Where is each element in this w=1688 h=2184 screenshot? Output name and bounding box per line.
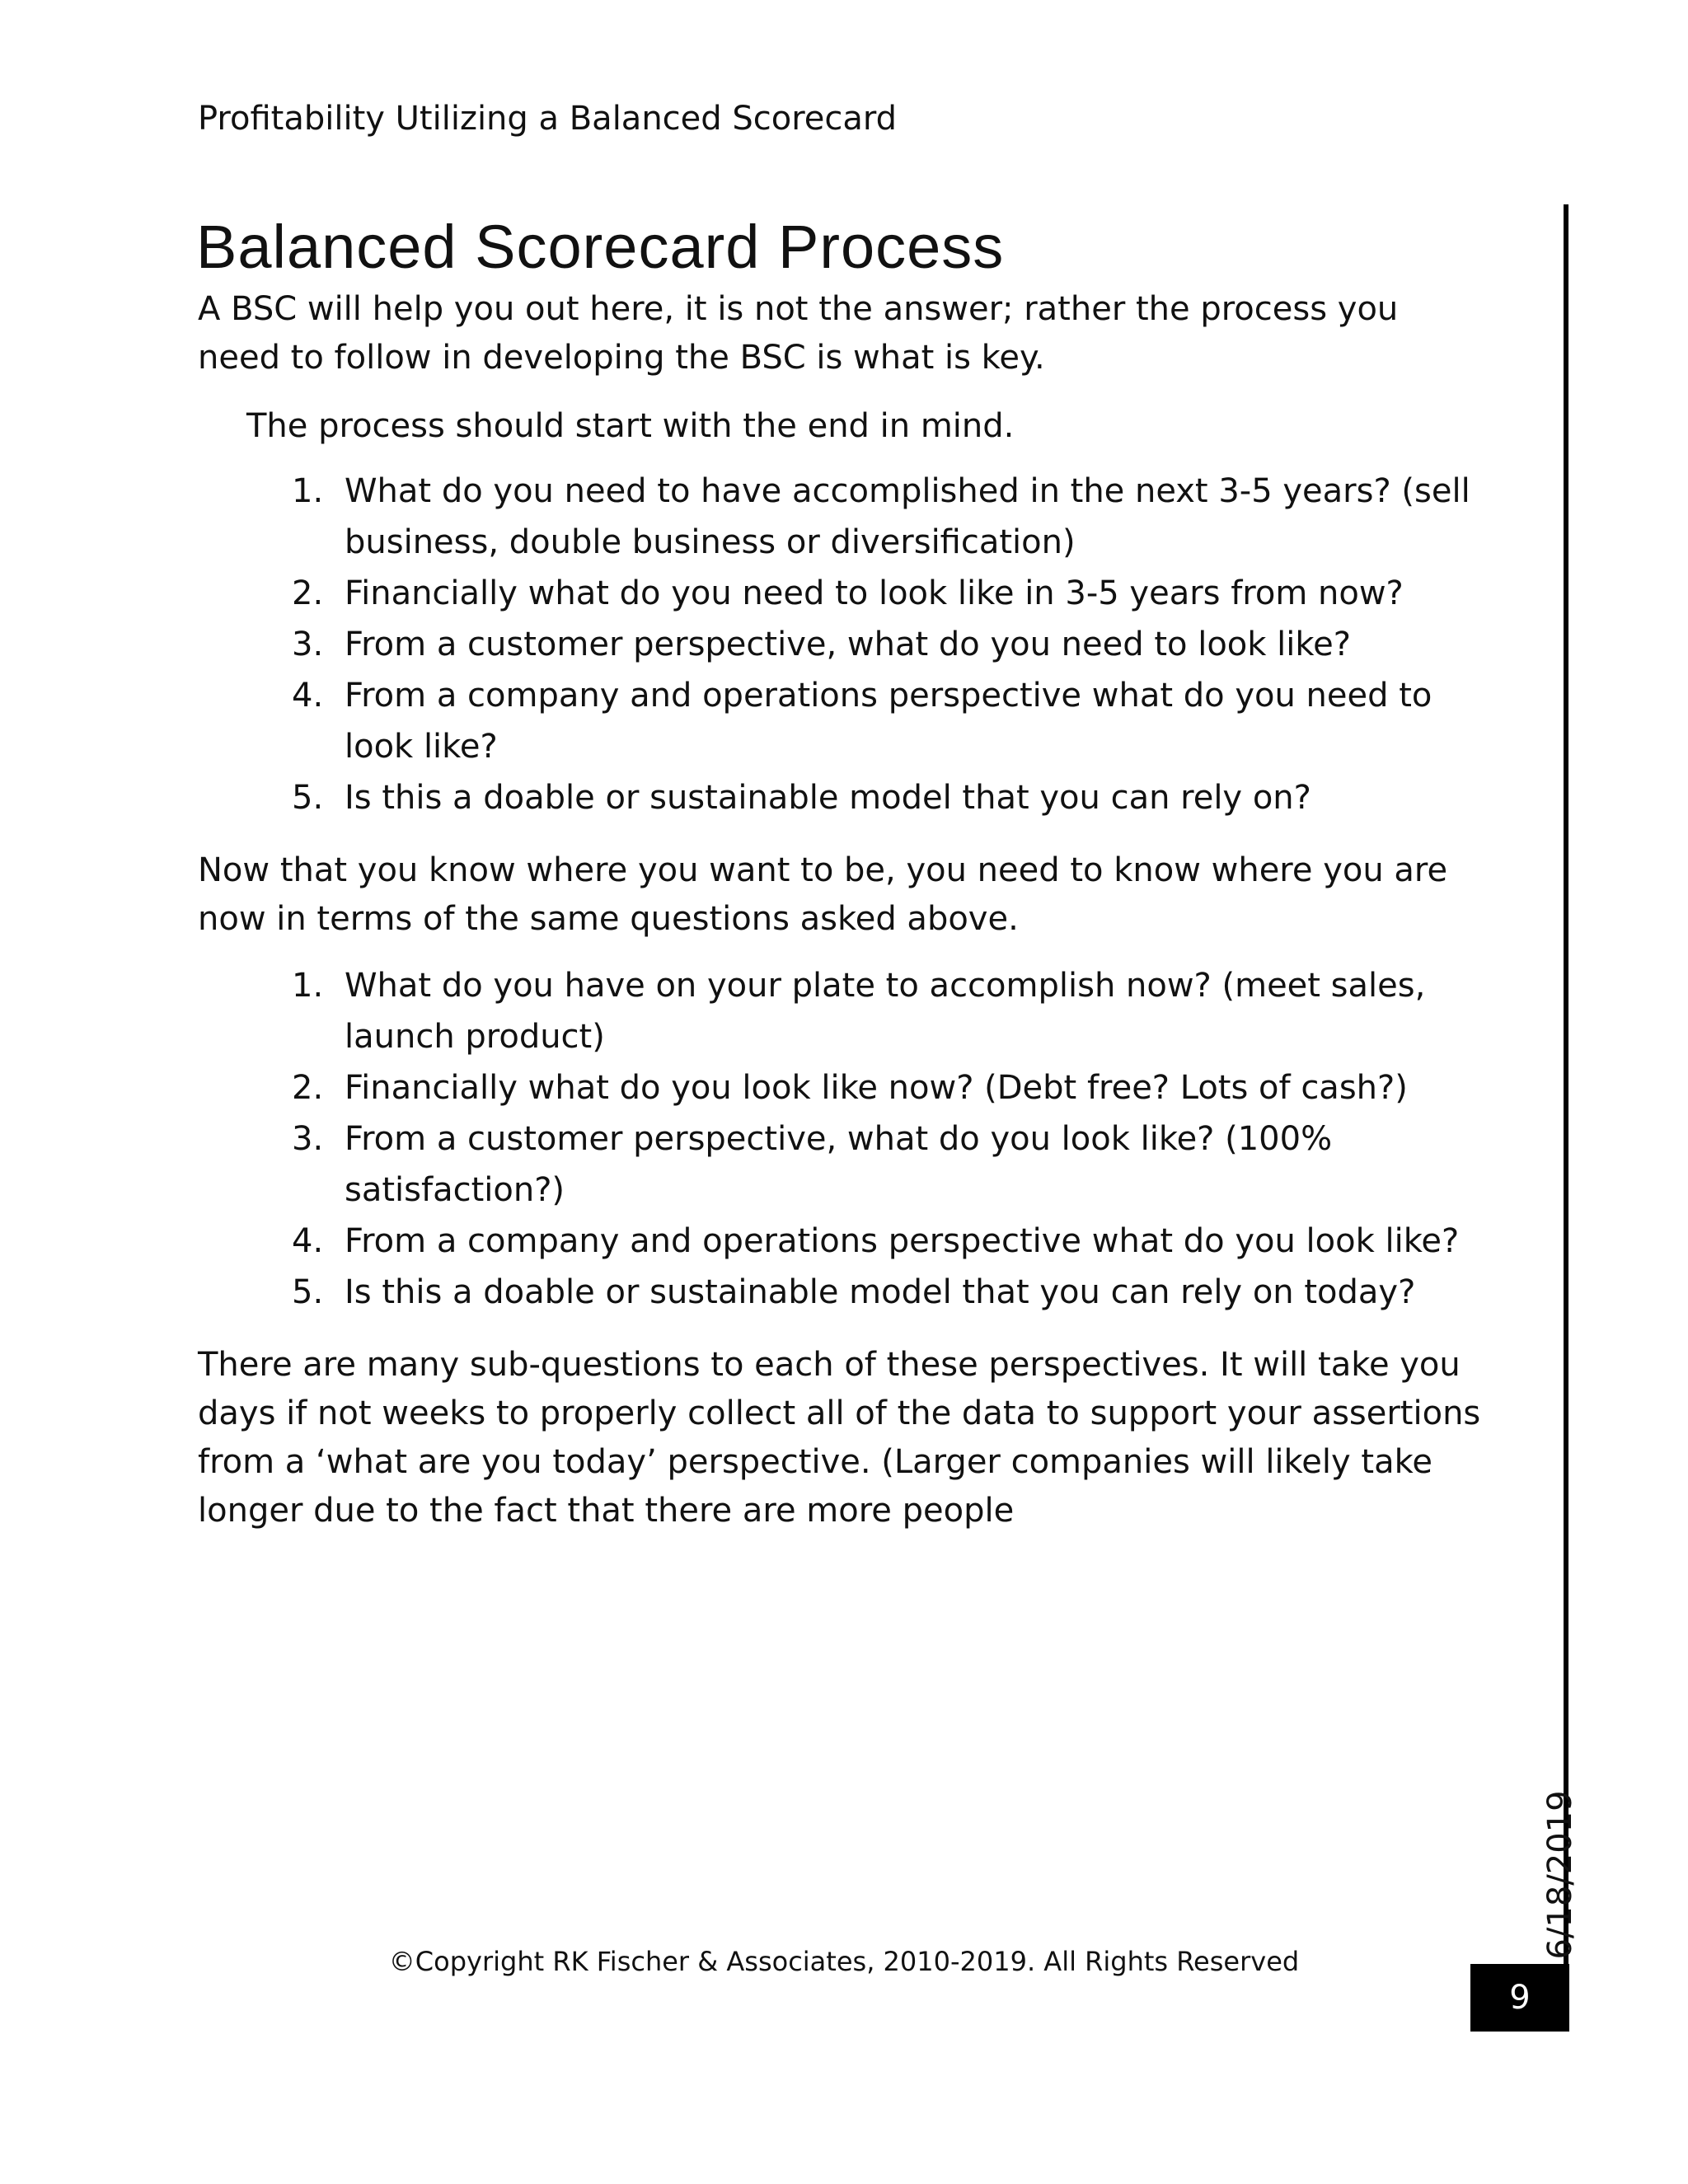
- list-item-text: Financially what do you need to look like in 3-5 years from now?: [345, 574, 1404, 612]
- list-number: 2.: [292, 1069, 324, 1107]
- list-item-text: From a company and operations perspective what do you look like?: [345, 1222, 1460, 1260]
- list-item: [198, 772, 1484, 823]
- list-item-text: From a company and operations perspective what do you need to look like?: [345, 677, 1432, 766]
- body-content: [198, 285, 1484, 1535]
- list-number: 4.: [292, 677, 324, 715]
- intro-paragraph: A BSC will help you out here, it is not the answer; rather the process you need to follow in developing the BSC is what is key.: [198, 290, 1399, 377]
- page-title: Balanced Scorecard Process: [196, 213, 1005, 281]
- list-number: 2.: [292, 574, 324, 612]
- date-stamp: [1534, 1790, 1587, 1960]
- list-item: [198, 670, 1484, 772]
- list-item-text: From a customer perspective, what do you need to look like?: [345, 626, 1351, 663]
- list-number: 3.: [292, 1120, 324, 1158]
- list-number: 1.: [292, 967, 324, 1005]
- list-item: [198, 960, 1484, 1062]
- list-item-text: What do you have on your plate to accomplish now? (meet sales, launch product): [345, 967, 1426, 1056]
- closing-paragraph: There are many sub-questions to each of these perspectives. It will take you days if not weeks to properly collect all of the data to support your assertions from a ‘what are you today’ perspective. (Larger companies will likely take longer due to the fact that there are more people: [198, 1346, 1481, 1530]
- list-number: 4.: [292, 1222, 324, 1260]
- list-item: [198, 568, 1484, 619]
- list-item: [198, 1062, 1484, 1113]
- list-item: [198, 1113, 1484, 1216]
- current-questions-list: [198, 960, 1484, 1318]
- date-text: 6/18/2019: [1541, 1790, 1579, 1960]
- page-number: 9: [1470, 1964, 1569, 2032]
- copyright-footer: ©Copyright RK Fischer & Associates, 2010-2019. All Rights Reserved: [388, 1946, 1300, 1977]
- list-number: 3.: [292, 626, 324, 663]
- side-rule: [1564, 204, 1568, 1981]
- bridge-paragraph: Now that you know where you want to be, you need to know where you are now in terms of the same questions asked above.: [198, 851, 1448, 938]
- list-item: [198, 466, 1484, 568]
- list-item-text: Is this a doable or sustainable model that you can rely on?: [345, 779, 1311, 817]
- list-item: [198, 1267, 1484, 1318]
- lead-sentence: The process should start with the end in mind.: [246, 407, 1015, 445]
- list-item: [198, 619, 1484, 670]
- list-item-text: Is this a doable or sustainable model that you can rely on today?: [345, 1273, 1416, 1311]
- list-number: 1.: [292, 472, 324, 510]
- list-item-text: What do you need to have accomplished in the next 3-5 years? (sell business, double business or diversification): [345, 472, 1470, 561]
- list-number: 5.: [292, 1273, 324, 1311]
- list-number: 5.: [292, 779, 324, 817]
- list-item-text: Financially what do you look like now? (Debt free? Lots of cash?): [345, 1069, 1408, 1107]
- list-item: [198, 1216, 1484, 1267]
- future-questions-list: [198, 466, 1484, 823]
- running-header: Profitability Utilizing a Balanced Scorecard: [198, 100, 898, 138]
- list-item-text: From a customer perspective, what do you look like? (100% satisfaction?): [345, 1120, 1333, 1209]
